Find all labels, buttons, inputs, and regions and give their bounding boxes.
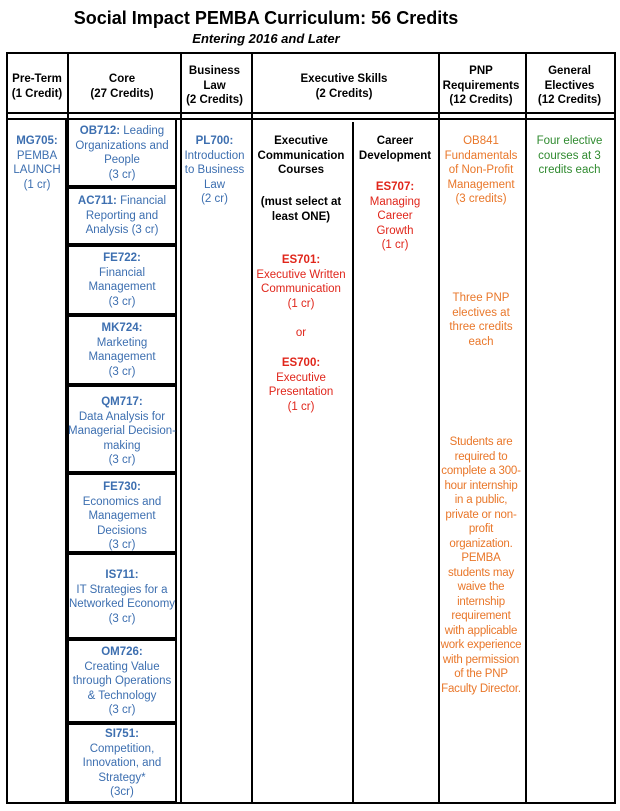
page-title: Social Impact PEMBA Curriculum: 56 Credits bbox=[73, 8, 459, 28]
course-line: (3 credits) bbox=[455, 193, 507, 205]
note-line: hour internship bbox=[444, 479, 518, 492]
header-pnp bbox=[438, 64, 524, 108]
note-line: in a public, bbox=[454, 494, 508, 506]
note-line: complete a 300- bbox=[441, 465, 521, 477]
course-line: Economics and bbox=[82, 495, 162, 508]
course-code: ES701: bbox=[281, 254, 321, 266]
course-ac711 bbox=[67, 194, 177, 238]
course-line: Management bbox=[88, 281, 156, 293]
course-fe730 bbox=[67, 480, 177, 553]
pnp-electives bbox=[438, 291, 524, 349]
career-heading bbox=[353, 134, 437, 163]
header-text: (2 Credits) bbox=[315, 87, 373, 100]
course-line: Creating Value bbox=[84, 660, 160, 673]
course-line: Presentation bbox=[268, 386, 334, 398]
note-line: requirement bbox=[451, 610, 511, 622]
header-business-law bbox=[180, 64, 249, 108]
note-line: (must select at bbox=[260, 196, 342, 208]
header-text: Business bbox=[188, 65, 241, 77]
note-line: work experience bbox=[440, 639, 522, 651]
course-line: Career bbox=[377, 210, 413, 222]
note-line: private or non- bbox=[445, 508, 517, 521]
header-text: Core bbox=[108, 73, 136, 85]
course-line: Managing bbox=[369, 195, 421, 208]
header-text: General bbox=[548, 65, 591, 77]
course-line: Innovation, and bbox=[82, 757, 162, 769]
course-line: Strategy* bbox=[98, 771, 146, 784]
course-line: of Non-Profit bbox=[448, 164, 514, 176]
course-line: Decisions bbox=[97, 524, 147, 537]
course-line: Financial bbox=[98, 266, 146, 279]
header-text: (2 Credits) bbox=[186, 94, 243, 106]
course-line: Networked Economy bbox=[68, 598, 176, 610]
note-line: Faculty Director. bbox=[441, 682, 521, 695]
course-line: Managerial Decision- bbox=[67, 425, 177, 437]
note-line: internship bbox=[457, 595, 505, 608]
header-core bbox=[66, 72, 178, 101]
note-line: of the PNP bbox=[454, 668, 508, 680]
course-line: (3 cr) bbox=[108, 454, 136, 466]
course-line: Fundamentals bbox=[444, 149, 518, 162]
course-line: Competition, bbox=[89, 742, 155, 755]
header-text: PNP bbox=[469, 65, 493, 77]
course-code: MG705: bbox=[16, 135, 58, 147]
note-line: PEMBA bbox=[461, 552, 501, 564]
note-line: credits each bbox=[538, 164, 601, 176]
note-line: electives at bbox=[452, 306, 510, 319]
course-line: Management bbox=[88, 510, 156, 522]
course-line: Financial bbox=[116, 195, 167, 207]
course-line: (3cr) bbox=[110, 786, 134, 798]
course-is711 bbox=[67, 568, 177, 626]
note-line: least ONE) bbox=[271, 210, 331, 223]
course-line: making bbox=[103, 439, 141, 452]
course-line: Analysis (3 cr) bbox=[85, 224, 159, 236]
header-text: Requirements bbox=[442, 79, 520, 92]
course-mg705 bbox=[8, 134, 66, 192]
course-si751 bbox=[67, 727, 177, 800]
course-line: (3 cr) bbox=[108, 704, 136, 716]
note-line: Four elective bbox=[536, 135, 603, 147]
course-ob841 bbox=[438, 134, 524, 207]
note-line: waive the bbox=[457, 581, 505, 593]
header-text: (1 Credit) bbox=[11, 87, 63, 100]
course-es701 bbox=[251, 253, 351, 311]
note-line: with permission bbox=[442, 653, 520, 666]
course-line: People bbox=[104, 154, 140, 166]
course-om726 bbox=[67, 645, 177, 718]
course-line: Management bbox=[447, 178, 515, 191]
course-line: LAUNCH bbox=[13, 164, 61, 176]
course-line: (3 cr) bbox=[108, 612, 136, 625]
course-es700 bbox=[251, 356, 351, 414]
course-line: Data Analysis for bbox=[78, 410, 166, 423]
course-line: (1 cr) bbox=[287, 400, 315, 413]
course-es707 bbox=[353, 180, 437, 253]
course-line: (1 cr) bbox=[23, 178, 51, 191]
course-line: to Business bbox=[184, 164, 245, 176]
note-line: three credits bbox=[449, 321, 513, 333]
course-code: AC711: bbox=[77, 195, 117, 207]
header-text: (12 Credits) bbox=[537, 94, 602, 106]
course-code: SI751: bbox=[105, 728, 139, 740]
course-line: (1 cr) bbox=[381, 239, 409, 251]
course-line: (3 cr) bbox=[108, 295, 136, 308]
header-executive-skills bbox=[251, 72, 437, 101]
note-line: profit bbox=[468, 523, 494, 535]
course-code: OM726: bbox=[101, 646, 143, 658]
exec-comm-heading bbox=[251, 134, 351, 178]
course-code: FE730: bbox=[103, 481, 141, 493]
note-line: Students are bbox=[449, 436, 513, 448]
course-fe722 bbox=[67, 251, 177, 309]
course-code: OB712: bbox=[79, 125, 121, 137]
course-line: (3 cr) bbox=[108, 168, 136, 181]
course-qm717 bbox=[67, 395, 177, 468]
course-line: Management bbox=[88, 351, 156, 363]
general-electives-text bbox=[525, 134, 614, 178]
course-line: OB841 bbox=[463, 135, 499, 147]
header-text: Executive Skills bbox=[300, 73, 388, 85]
course-code: QM717: bbox=[101, 396, 143, 408]
course-code: PL700: bbox=[195, 135, 234, 147]
course-code: ES700: bbox=[281, 357, 321, 369]
course-line: Organizations and bbox=[75, 139, 169, 152]
note-line: required to bbox=[454, 450, 508, 463]
header-text: Electives bbox=[544, 79, 595, 92]
header-preterm bbox=[8, 72, 66, 101]
course-line: Leading bbox=[120, 125, 165, 137]
heading-line: Development bbox=[358, 149, 432, 162]
or-text: or bbox=[295, 327, 307, 339]
course-line: Introduction bbox=[184, 149, 245, 162]
course-line: (2 cr) bbox=[201, 193, 228, 205]
header-general-electives bbox=[525, 64, 614, 108]
heading-line: Executive bbox=[274, 135, 328, 147]
course-line: (3 cr) bbox=[108, 539, 136, 551]
note-line: students may bbox=[448, 566, 514, 579]
course-mk724 bbox=[67, 321, 177, 379]
course-line: through Operations bbox=[72, 675, 172, 687]
course-code: IS711: bbox=[105, 569, 139, 581]
course-line: Communication bbox=[261, 283, 341, 295]
header-divider bbox=[8, 112, 614, 114]
course-code: ES707: bbox=[375, 181, 415, 193]
header-text: (12 Credits) bbox=[449, 94, 513, 106]
course-line: Growth bbox=[376, 224, 414, 237]
course-line: Marketing bbox=[96, 336, 148, 349]
note-line: organization. bbox=[449, 537, 513, 550]
course-ob712 bbox=[67, 124, 177, 182]
header-text: (27 Credits) bbox=[90, 87, 154, 100]
header-text: Law bbox=[203, 79, 226, 92]
course-line: Executive bbox=[276, 371, 326, 384]
note-line: each bbox=[468, 335, 494, 348]
heading-line: Career bbox=[376, 135, 414, 147]
page-subtitle: Entering 2016 and Later bbox=[192, 31, 340, 46]
heading-line: Courses bbox=[277, 164, 325, 176]
course-line: Executive Written bbox=[256, 268, 346, 281]
course-line: (3 cr) bbox=[108, 365, 136, 378]
note-line: with applicable bbox=[444, 624, 518, 637]
course-line: (1 cr) bbox=[287, 297, 315, 310]
heading-line: Communication bbox=[257, 149, 345, 162]
pnp-internship bbox=[436, 435, 526, 696]
note-line: courses at 3 bbox=[538, 149, 601, 162]
course-line: Reporting and bbox=[85, 209, 159, 222]
course-line: Law bbox=[203, 178, 226, 191]
course-pl700 bbox=[180, 134, 249, 207]
course-code: MK724: bbox=[101, 322, 143, 334]
note-line: Three PNP bbox=[452, 292, 510, 304]
exec-comm-note bbox=[251, 195, 351, 224]
course-line: & Technology bbox=[87, 689, 157, 702]
course-code: FE722: bbox=[103, 252, 141, 264]
header-text: Pre-Term bbox=[12, 73, 62, 85]
course-line: PEMBA bbox=[16, 149, 58, 162]
course-line: IT Strategies for a bbox=[76, 583, 168, 596]
